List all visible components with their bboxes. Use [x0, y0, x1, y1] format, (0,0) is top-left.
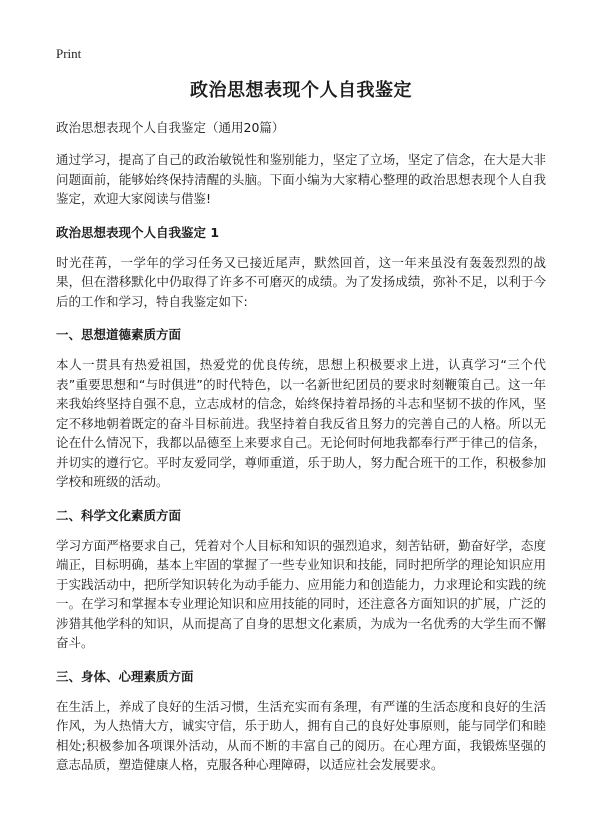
- section-heading-science-culture: 二、科学文化素质方面: [56, 507, 182, 523]
- document-content: [56, 78, 546, 775]
- section-body-science-culture: 学习方面严格要求自己，凭着对个人目标和知识的强烈追求，刻苦钻研，勤奋好学，态度端正，目标明确，基本上牢固的掌握了一些专业知识和技能，同时把所学的理论知识应用于实践活动中，把所学知识转化为动手能力、应用能力和创造能力，力求理论和实践的统一。在学习和掌握本专业理论知识和应用技能的同时，还注意各方面知识的扩展，广泛的涉猎其他学科的知识，从而提高了自身的思想文化素质，为成为一名优秀的大学生而不懈奋斗。: [56, 537, 546, 650]
- print-link[interactable]: Print: [56, 46, 82, 61]
- entry-intro-paragraph: 时光荏苒，一学年的学习任务又已接近尾声，默然回首，这一年来虽没有轰轰烈烈的战果，但在潜移默化中仍取得了许多不可磨灭的成绩。为了发扬成绩，弥补不足，以利于今后的工作和学习，特自我鉴定如下:: [56, 254, 546, 309]
- section-body-ideology: 本人一贯具有热爱祖国，热爱党的优良传统，思想上积极要求上进，认真学习“三个代表”重要思想和“与时俱进”的时代特色，以一名新世纪团员的要求时刻鞭策自己。这一年来我始终坚持自强不息，立志成材的信念，始终保持着昂扬的斗志和坚韧不拔的作风，坚定不移地朝着既定的奋斗目标前进。我坚持着自我反省且努力的完善自己的人格。所以无论在什么情况下，我都以品德至上来要求自己。无论何时何地我都奉行严于律己的信条，并切实的遵行它。平时友爱同学，尊师重道，乐于助人，努力配合班干的工作，积极参加学校和班级的活动。: [56, 357, 546, 489]
- document-subtitle: 政治思想表现个人自我鉴定（通用20篇）: [56, 120, 285, 135]
- section-heading-ideology: 一、思想道德素质方面: [56, 327, 182, 342]
- intro-paragraph: 通过学习，提高了自己的政治敏锐性和鉴别能力，坚定了立场，坚定了信念，在大是大非问题面前，能够始终保持清醒的头脑。下面小编为大家精心整理的政治思想表现个人自我鉴定，欢迎大家阅读与借鉴!: [56, 152, 546, 206]
- page-title: 政治思想表现个人自我鉴定: [190, 80, 412, 101]
- entry-heading: 政治思想表现个人自我鉴定 1: [56, 224, 220, 240]
- section-heading-body-mind: 三、身体、心理素质方面: [56, 668, 194, 684]
- section-body-body-mind: 在生活上，养成了良好的生活习惯，生活充实而有条理，有严谨的生活态度和良好的生活作风，为人热情大方，诚实守信，乐于助人，拥有自己的良好处事原则，能与同学们和睦相处;积极参加各项课外活动，从而不断的丰富自己的阅历。在心理方面，我锻炼坚强的意志品质，塑造健康人格，克服各种心理障碍，以适应社会发展要求。: [56, 698, 546, 772]
